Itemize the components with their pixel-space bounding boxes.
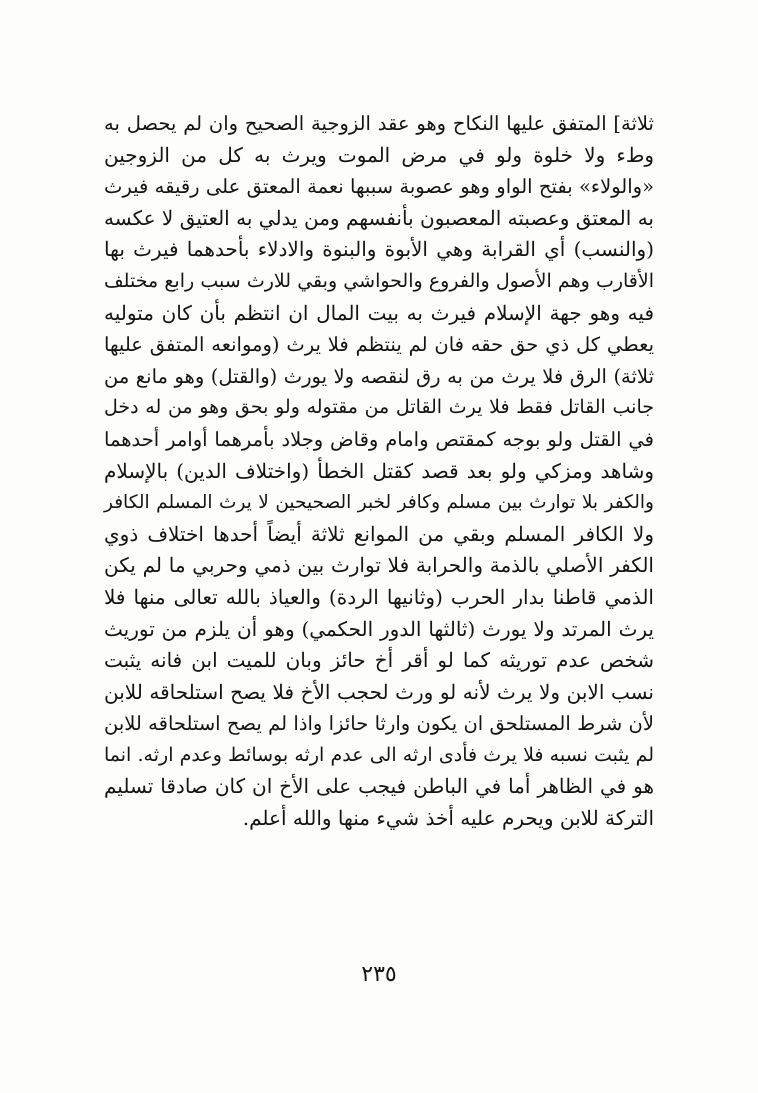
- text-line: ولا الكافر المسلم وبقي من الموانع ثلاثة أيضاً أحدها اختلاف ذوي: [104, 521, 654, 546]
- text-line: وشاهد ومزكي ولو بعد قصد كقتل الخطأ (واختلاف الدين) بالإسلام: [104, 458, 654, 483]
- text-line: شخص عدم توريثه كما لو أقر أخ حائز وبان للميت ابن فانه يثبت: [104, 648, 654, 673]
- text-line: يعطي كل ذي حق حقه فان لم ينتظم فلا يرث (وموانعه المتفق عليها: [104, 333, 654, 357]
- text-line: الأقارب وهم الأصول والفروع والحواشي وبقي للارث سبب رابع مختلف: [104, 269, 654, 292]
- text-line: ثلاثة) الرق فلا يرث من به رق لنقصه ولا يورث (والقتل) وهو مانع من: [104, 364, 654, 388]
- text-line: «والولاء» بفتح الواو وهو عصوبة سببها نعمة المعتق على رقيقه فيرث: [104, 175, 654, 199]
- text-line: جانب القاتل فقط فلا يرث القاتل من مقتوله ولو بحق وهو من له دخل: [104, 396, 654, 419]
- text-line: ثلاثة] المتفق عليها النكاح وهو عقد الزوجية الصحيح وان لم يحصل به: [104, 112, 654, 135]
- page-number: ٢٣٥: [361, 962, 397, 987]
- text-line: يرث المرتد ولا يورث (ثالثها الدور الحكمي) وهو أن يلزم من توريث: [104, 616, 655, 641]
- body-text: [104, 108, 654, 835]
- text-line: الكفر الأصلي بالذمة والحرابة فلا توارث بين ذمي وحربي ما لم يكن: [104, 553, 654, 578]
- text-line: لأن شرط المستلحق ان يكون وارثا حائزا واذا لم يصح استلحاقه للابن: [104, 712, 654, 736]
- text-line: فيه وهو جهة الإسلام فيرث به بيت المال ان انتظم بأن كان متوليه: [104, 300, 654, 325]
- text-line: التركة للابن ويحرم عليه أخذ شيء منها والله أعلم.: [242, 806, 654, 831]
- text-line: وطء ولا خلوة ولو في مرض الموت ويرث به كل من الزوجين: [104, 142, 654, 167]
- text-line: به المعتق وعصبته المعصبون بأنفسهم ومن يدلي به العتيق لا عكسه: [104, 205, 654, 230]
- text-line: والكفر بلا توارث بين مسلم وكافر لخبر الصحيحين لا يرث المسلم الكافر: [104, 492, 654, 514]
- text-line: هو في الظاهر أما في الباطن فيجب على الأخ ان كان صادقا تسليم: [104, 774, 654, 799]
- text-line: نسب الابن ولا يرث لأنه لو ورث لحجب الأخ فلا يصح استلحاقه للابن: [104, 679, 654, 704]
- text-line: لم يثبت نسبه فلا يرث فأدى ارثه الى عدم ارثه بوسائط وعدم ارثه. انما: [104, 743, 654, 766]
- text-line: الذمي قاطنا بدار الحرب (وثانيها الردة) والعياذ بالله تعالى منها فلا: [104, 584, 654, 609]
- text-line: (والنسب) أي القرابة وهي الأبوة والبنوة والادلاء بأحدهما فيرث بها: [104, 237, 654, 262]
- text-line: في القتل ولو بوجه كمقتص وامام وقاض وجلاد بأمرهما أوامر أحدهما: [104, 427, 654, 451]
